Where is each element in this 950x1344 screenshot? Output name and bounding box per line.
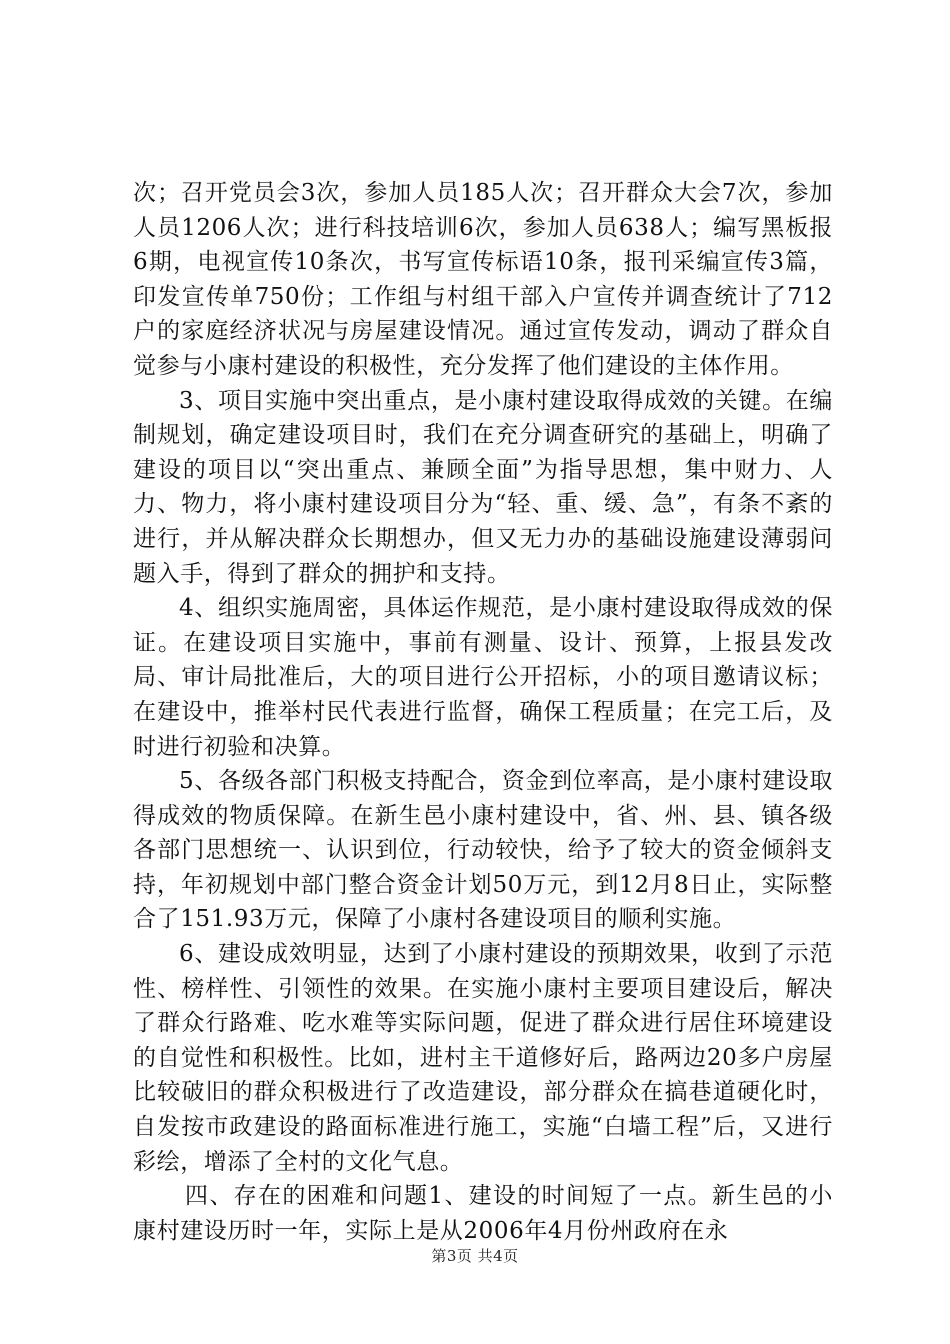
paragraph-publicity-stats: 次；召开党员会3次，参加人员185人次；召开群众大会7次，参加人员1206人次；进行科技培训6次，参加人员638人；编写黑板报6期，电视宣传10条次，书写宣传标语10条，报刊采编宣传3篇，印发宣传单750份；工作组与村组干部入户宣传并调查统计了712户的家庭经济状况与房屋建设情况。通过宣传发动，调动了群众自觉参与小康村建设的积极性，充分发挥了他们建设的主体作用。 xyxy=(133,180,833,379)
page-number-footer: 第3页 共4页 xyxy=(431,1247,519,1265)
paragraph-key-projects: 3、项目实施中突出重点，是小康村建设取得成效的关键。在编制规划，确定建设项目时，我们在充分调查研究的基础上，明确了建设的项目以“突出重点、兼顾全面”为指导思想，集中财力、人力、物力，将小康村建设项目分为“轻、重、缓、急”，有条不紊的进行，并从解决群众长期想办，但又无力办的基础设施建设薄弱问题入手，得到了群众的拥护和支持。 xyxy=(133,387,833,587)
document-body xyxy=(133,176,833,1248)
paragraph-problems: 四、存在的困难和问题1、建设的时间短了一点。新生邑的小康村建设历时一年，实际上是从2006年4月份州政府在永 xyxy=(133,1183,833,1244)
paragraph-funding-support: 5、各级各部门积极支持配合，资金到位率高，是小康村建设取得成效的物质保障。在新生邑小康村建设中，省、州、县、镇各级各部门思想统一、认识到位，行动较快，给予了较大的资金倾斜支持，年初规划中部门整合资金计划50万元，到12月8日止，实际整合了151.93万元，保障了小康村各建设项目的顺利实施。 xyxy=(133,768,833,933)
paragraph-organization: 4、组织实施周密，具体运作规范，是小康村建设取得成效的保证。在建设项目实施中，事前有测量、设计、预算，上报县发改局、审计局批准后，大的项目进行公开招标，小的项目邀请议标；在建设中，推举村民代表进行监督，确保工程质量；在完工后，及时进行初验和决算。 xyxy=(133,595,833,760)
paragraph-results: 6、建设成效明显，达到了小康村建设的预期效果，收到了示范性、榜样性、引领性的效果。在实施小康村主要项目建设后，解决了群众行路难、吃水难等实际问题，促进了群众进行居住环境建设的自觉性和积极性。比如，进村主干道修好后，路两边20多户房屋比较破旧的群众积极进行了改造建设，部分群众在搞巷道硬化时，自发按市政建设的路面标准进行施工，实施“白墙工程”后，又进行彩绘，增添了全村的文化气息。 xyxy=(133,941,833,1175)
